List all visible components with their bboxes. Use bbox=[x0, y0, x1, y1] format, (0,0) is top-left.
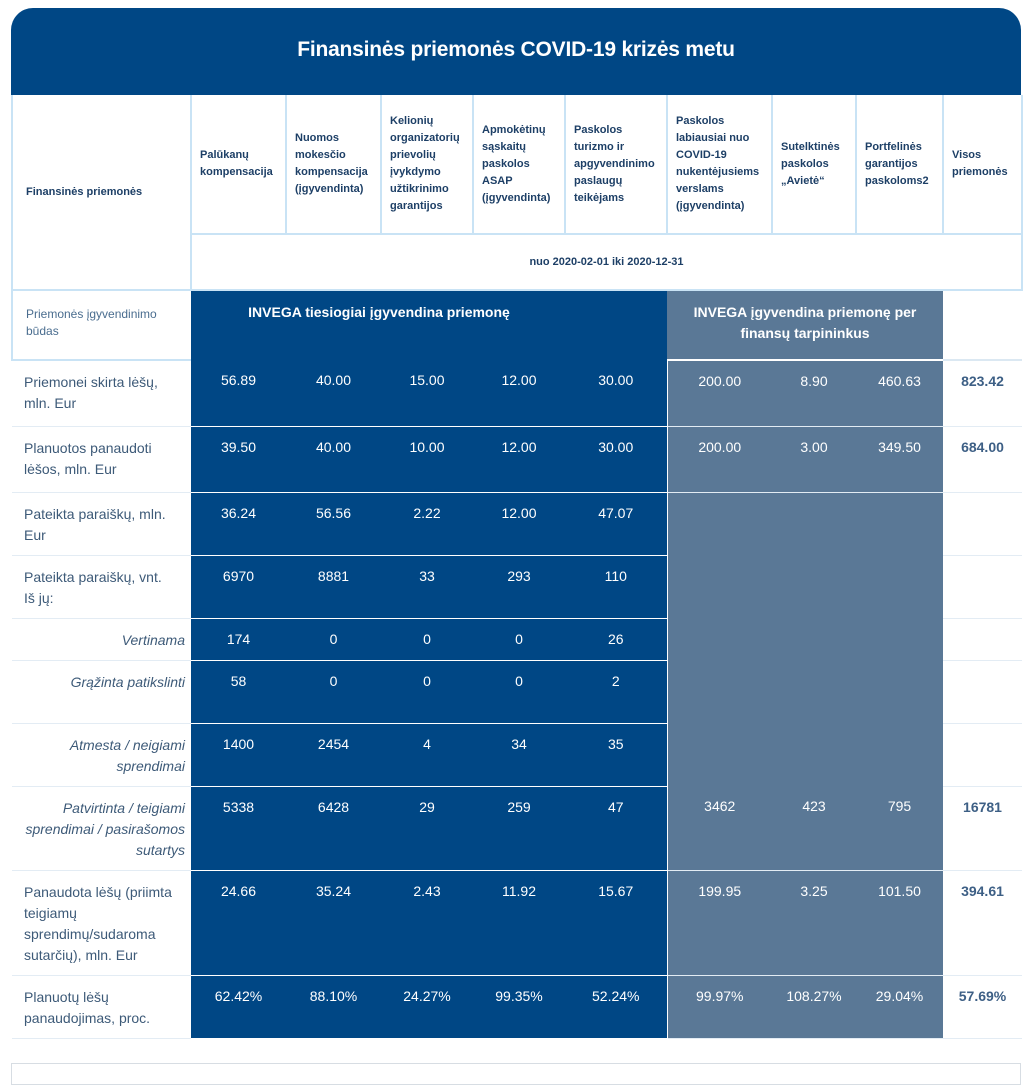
total-cell bbox=[943, 492, 1022, 555]
table-cell: 12.00 bbox=[473, 426, 565, 492]
total-spacer bbox=[943, 290, 1022, 360]
table-cell: 24.66 bbox=[191, 870, 286, 975]
table-cell bbox=[856, 555, 943, 618]
total-cell: 394.61 bbox=[943, 870, 1022, 975]
total-cell bbox=[943, 555, 1022, 618]
finance-table-widget bbox=[11, 8, 1021, 1039]
footer-box bbox=[11, 1063, 1021, 1085]
table-cell: 24.27% bbox=[381, 975, 473, 1038]
table-cell bbox=[856, 492, 943, 555]
table-cell bbox=[667, 618, 772, 660]
table-cell bbox=[772, 555, 856, 618]
total-cell bbox=[943, 660, 1022, 723]
total-cell bbox=[943, 723, 1022, 786]
measures-table bbox=[11, 95, 1023, 1039]
table-cell: 2454 bbox=[286, 723, 381, 786]
table-cell: 200.00 bbox=[667, 360, 772, 426]
row-label: Pateikta paraiškų, vnt. Iš jų: bbox=[12, 555, 191, 618]
total-cell: 823.42 bbox=[943, 360, 1022, 426]
table-cell: 8881 bbox=[286, 555, 381, 618]
table-row bbox=[12, 555, 1022, 618]
total-cell: 57.69% bbox=[943, 975, 1022, 1038]
table-cell bbox=[772, 492, 856, 555]
table-cell bbox=[772, 660, 856, 723]
table-cell: 35 bbox=[565, 723, 667, 786]
row-label: Planuotų lėšų panaudojimas, proc. bbox=[12, 975, 191, 1038]
table-cell: 30.00 bbox=[565, 426, 667, 492]
column-header: Portfelinės garantijos paskoloms2 bbox=[856, 95, 943, 234]
column-header: Visos priemonės bbox=[943, 95, 1022, 234]
table-cell: 4 bbox=[381, 723, 473, 786]
table-cell: 3462 bbox=[667, 786, 772, 870]
table-cell: 36.24 bbox=[191, 492, 286, 555]
table-cell bbox=[667, 555, 772, 618]
row-label: Panaudota lėšų (priimta teigiamų sprendimų/sudaroma sutarčių), mln. Eur bbox=[12, 870, 191, 975]
table-cell: 1400 bbox=[191, 723, 286, 786]
table-cell: 0 bbox=[286, 660, 381, 723]
column-header: Paskolos turizmo ir apgyvendinimo paslaugų teikėjams bbox=[565, 95, 667, 234]
table-cell: 5338 bbox=[191, 786, 286, 870]
table-cell: 58 bbox=[191, 660, 286, 723]
table-cell: 2.43 bbox=[381, 870, 473, 975]
column-header: Kelionių organizatorių prievolių įvykdymo užtikrinimo garantijos bbox=[381, 95, 473, 234]
table-cell bbox=[772, 618, 856, 660]
table-cell: 6428 bbox=[286, 786, 381, 870]
row-label: Atmesta / neigiami sprendimai bbox=[12, 723, 191, 786]
table-cell bbox=[667, 723, 772, 786]
table-cell: 174 bbox=[191, 618, 286, 660]
row-label: Vertinama bbox=[12, 618, 191, 660]
table-row bbox=[12, 723, 1022, 786]
table-cell: 52.24% bbox=[565, 975, 667, 1038]
data-rows bbox=[12, 360, 1022, 1038]
table-cell: 259 bbox=[473, 786, 565, 870]
table-row bbox=[12, 660, 1022, 723]
table-cell: 39.50 bbox=[191, 426, 286, 492]
table-row bbox=[12, 492, 1022, 555]
column-header: Nuomos mokesčio kompensacija (įgyvendinta) bbox=[286, 95, 381, 234]
header-row bbox=[12, 95, 1022, 234]
table-cell: 293 bbox=[473, 555, 565, 618]
table-cell: 47.07 bbox=[565, 492, 667, 555]
table-cell bbox=[856, 723, 943, 786]
table-cell: 101.50 bbox=[856, 870, 943, 975]
table-cell: 15.67 bbox=[565, 870, 667, 975]
table-cell bbox=[667, 660, 772, 723]
table-row bbox=[12, 786, 1022, 870]
total-cell: 684.00 bbox=[943, 426, 1022, 492]
table-cell: 200.00 bbox=[667, 426, 772, 492]
column-header: Paskolos labiausiai nuo COVID-19 nukentėjusiems verslams (įgyvendinta) bbox=[667, 95, 772, 234]
table-cell: 8.90 bbox=[772, 360, 856, 426]
table-cell: 47 bbox=[565, 786, 667, 870]
table-cell: 12.00 bbox=[473, 492, 565, 555]
total-cell: 16781 bbox=[943, 786, 1022, 870]
table-cell: 30.00 bbox=[565, 360, 667, 426]
row-label: Grąžinta patikslinti bbox=[12, 660, 191, 723]
row-label: Patvirtinta / teigiami sprendimai / pasirašomos sutartys bbox=[12, 786, 191, 870]
table-cell: 0 bbox=[381, 660, 473, 723]
total-cell bbox=[943, 618, 1022, 660]
table-cell: 2.22 bbox=[381, 492, 473, 555]
table-cell: 423 bbox=[772, 786, 856, 870]
table-cell: 29 bbox=[381, 786, 473, 870]
column-header: Apmokėtinų sąskaitų paskolos ASAP (įgyvendinta) bbox=[473, 95, 565, 234]
table-cell: 795 bbox=[856, 786, 943, 870]
intermediary-implementation: INVEGA įgyvendina priemonę per finansų tarpininkus bbox=[667, 290, 943, 360]
table-cell: 460.63 bbox=[856, 360, 943, 426]
table-cell: 56.89 bbox=[191, 360, 286, 426]
table-cell: 110 bbox=[565, 555, 667, 618]
table-cell: 40.00 bbox=[286, 426, 381, 492]
table-cell: 3.25 bbox=[772, 870, 856, 975]
direct-implementation: INVEGA tiesiogiai įgyvendina priemonę bbox=[191, 290, 667, 360]
table-cell bbox=[856, 618, 943, 660]
table-cell: 0 bbox=[473, 618, 565, 660]
period-label: nuo 2020-02-01 iki 2020-12-31 bbox=[191, 234, 1022, 290]
table-row bbox=[12, 360, 1022, 426]
table-cell bbox=[667, 492, 772, 555]
table-cell: 99.97% bbox=[667, 975, 772, 1038]
table-cell: 0 bbox=[473, 660, 565, 723]
table-title: Finansinės priemonės COVID-19 krizės metu bbox=[11, 8, 1021, 95]
table-cell bbox=[772, 723, 856, 786]
table-cell: 0 bbox=[286, 618, 381, 660]
table-cell: 62.42% bbox=[191, 975, 286, 1038]
row-label: Priemonei skirta lėšų, mln. Eur bbox=[12, 360, 191, 426]
column-header: Palūkanų kompensacija bbox=[191, 95, 286, 234]
table-cell: 34 bbox=[473, 723, 565, 786]
table-row bbox=[12, 975, 1022, 1038]
table-cell: 15.00 bbox=[381, 360, 473, 426]
column-header: Sutelktinės paskolos „Avietė“ bbox=[772, 95, 856, 234]
table-cell bbox=[856, 660, 943, 723]
category-label: Finansinės priemonės bbox=[12, 95, 191, 290]
table-cell: 12.00 bbox=[473, 360, 565, 426]
table-cell: 3.00 bbox=[772, 426, 856, 492]
table-row bbox=[12, 618, 1022, 660]
table-cell: 6970 bbox=[191, 555, 286, 618]
table-cell: 10.00 bbox=[381, 426, 473, 492]
table-cell: 0 bbox=[381, 618, 473, 660]
table-cell: 11.92 bbox=[473, 870, 565, 975]
table-cell: 199.95 bbox=[667, 870, 772, 975]
table-cell: 99.35% bbox=[473, 975, 565, 1038]
table-cell: 33 bbox=[381, 555, 473, 618]
table-cell: 88.10% bbox=[286, 975, 381, 1038]
table-cell: 2 bbox=[565, 660, 667, 723]
row-label: Pateikta paraiškų, mln. Eur bbox=[12, 492, 191, 555]
table-cell: 26 bbox=[565, 618, 667, 660]
table-row bbox=[12, 426, 1022, 492]
table-cell: 35.24 bbox=[286, 870, 381, 975]
table-cell: 108.27% bbox=[772, 975, 856, 1038]
implementation-label: Priemonės įgyvendinimo būdas bbox=[12, 290, 191, 360]
implementation-row bbox=[12, 290, 1022, 360]
table-cell: 56.56 bbox=[286, 492, 381, 555]
table-cell: 349.50 bbox=[856, 426, 943, 492]
table-cell: 29.04% bbox=[856, 975, 943, 1038]
row-label: Planuotos panaudoti lėšos, mln. Eur bbox=[12, 426, 191, 492]
table-cell: 40.00 bbox=[286, 360, 381, 426]
table-row bbox=[12, 870, 1022, 975]
